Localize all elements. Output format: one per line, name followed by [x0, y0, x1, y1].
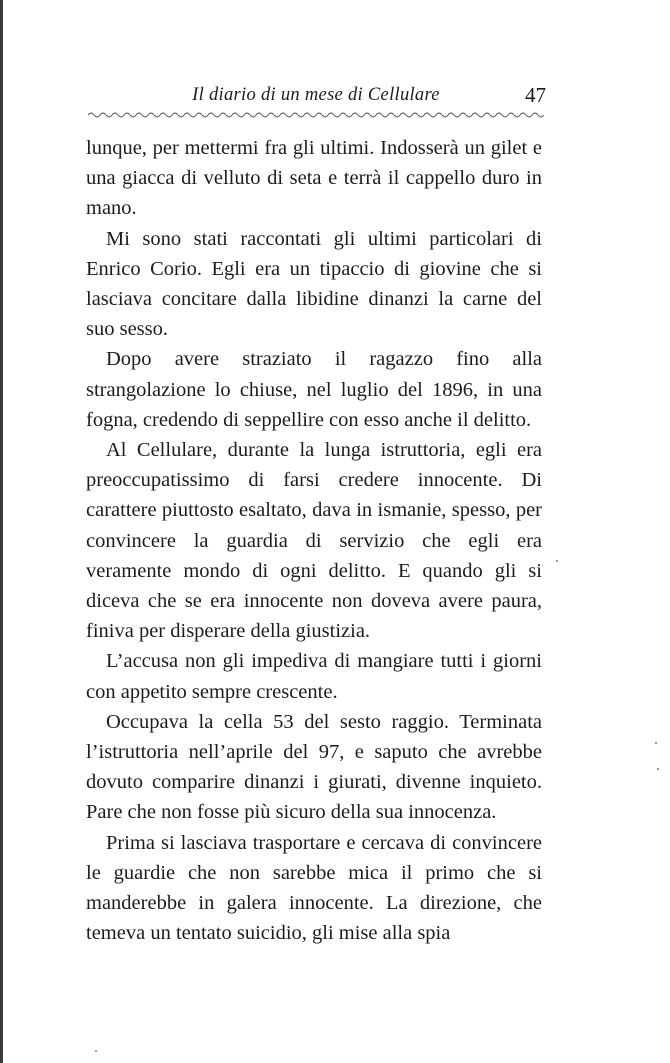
paragraph: L’accusa non gli impediva di mangiare tutti i giorni con appetito sempre crescente.: [86, 650, 542, 703]
page-edge-shadow: [0, 0, 3, 1063]
running-title: Il diario di un mese di Cellulare: [192, 85, 440, 105]
paragraph: Mi sono stati raccontati gli ultimi particolari di Enrico Corio. Egli era un tipaccio di giovine che si lasciava concitare dalla libidine dinanzi la carne del suo sesso.: [86, 227, 542, 341]
paper-speck: [655, 742, 657, 744]
paragraph: Occupava la cella 53 del sesto raggio. Terminata l’istruttoria nell’aprile del 97, e saputo che avrebbe dovuto comparire dinanzi i giurati, divenne inquieto. Pare che non fosse più sicuro della sua innocenza.: [86, 710, 542, 824]
paper-speck: [95, 1050, 97, 1052]
paragraph: Al Cellulare, durante la lunga istruttoria, egli era preoccupatissimo di farsi credere innocente. Di carattere piuttosto esaltato, dava in ismanie, spesso, per convincere la guardia di servizio che egli era veramente mondo di ogni delitto. E quando gli si diceva che se era innocente non doveva avere paura, finiva per disperare della giustizia.: [86, 439, 542, 643]
paper-speck: [657, 768, 659, 770]
paragraph: lunque, per mettermi fra gli ultimi. Indosserà un gilet e una giacca di velluto di seta e terrà il cappello duro in mano.: [86, 137, 542, 220]
paper-speck: [556, 560, 558, 562]
page-number: 47: [525, 83, 546, 107]
header-ornament-rule: [88, 110, 544, 120]
paragraph: Dopo avere straziato il ragazzo fino alla strangolazione lo chiuse, nel luglio del 1896, in una fogna, credendo di seppellire con esso anche il delitto.: [86, 348, 542, 431]
page-header: [86, 83, 546, 109]
body-text: [86, 133, 542, 948]
paragraph: Prima si lasciava trasportare e cercava di convincere le guardie che non sarebbe mica il primo che si manderebbe in galera innocente. La direzione, che temeva un tentato suicidio, gli mise alla spia: [86, 831, 542, 945]
